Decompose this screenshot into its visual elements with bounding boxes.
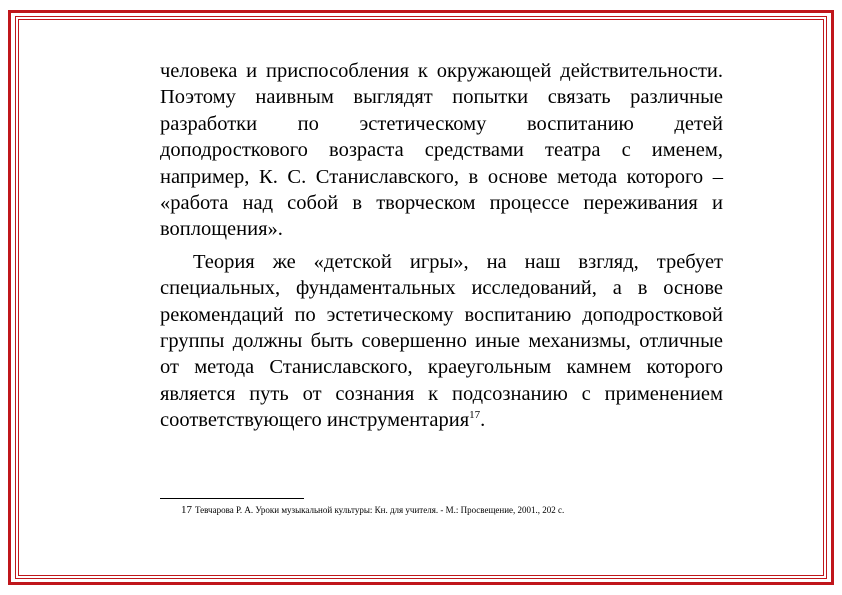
body-paragraph-text: Теория же «детской игры», на наш взгляд, требует специальных, фундаментальных исследований, а в основе рекомендаций по эстетическому воспитанию доподростковой группы должны быть совершенно иные механизмы, отличные от метода Станиславского, краеугольным камнем которого является путь от сознания к подсознанию с применением соответствующего инструментария: [160, 250, 723, 432]
footnote: [181, 504, 564, 516]
footnote-reference[interactable]: 17: [469, 409, 481, 422]
body-paragraph: [160, 249, 723, 434]
footnote-text: Тевчарова Р. А. Уроки музыкальной культуры: Кн. для учителя. - М.: Просвещение, 2001., 202 с.: [195, 505, 565, 515]
page-body: [160, 58, 723, 434]
body-paragraph-end: .: [480, 409, 486, 432]
footnote-number: 17: [181, 504, 192, 516]
continuation-paragraph: человека и приспособления к окружающей действительности. Поэтому наивным выглядят попытки связать различные разработки по эстетическому воспитанию детей доподросткового возраста средствами театра с именем, например, К. С. Станиславского, в основе метода которого – «работа над собой в творческом процессе переживания и воплощения».: [160, 60, 723, 241]
footnote-separator: [160, 498, 304, 499]
